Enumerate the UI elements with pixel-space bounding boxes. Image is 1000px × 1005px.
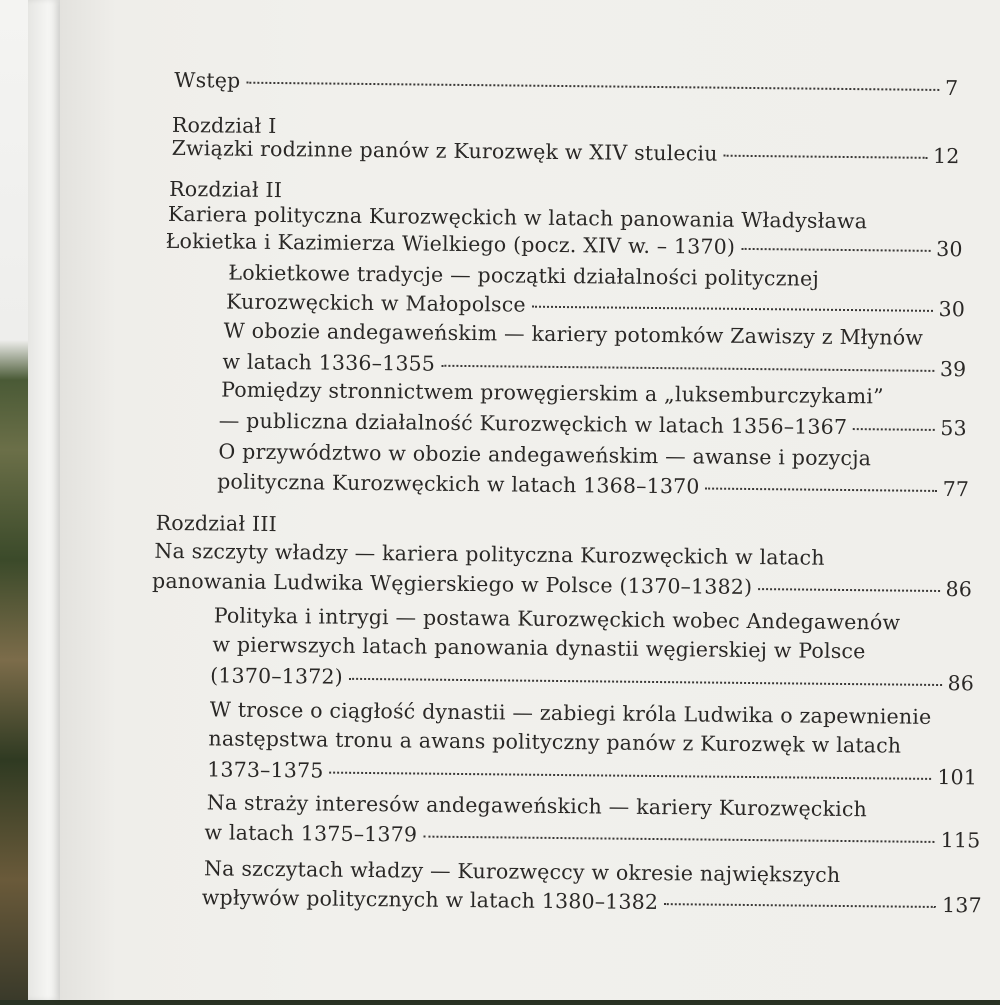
toc-entry-title: (1370–1372) (210, 663, 344, 689)
chapter-label: Rozdział III (155, 510, 277, 537)
toc-entry-title: wpływów politycznych w latach 1380–1382 (201, 885, 659, 915)
toc-entry-section (207, 757, 977, 789)
dot-leader (758, 588, 939, 592)
chapter-label: Rozdział II (169, 176, 283, 203)
dot-leader (664, 903, 936, 908)
dot-leader (741, 248, 930, 252)
dot-leader (441, 365, 934, 372)
section-title-line: następstwa tronu a awans polityczny panów z Kurozwęk w latach (208, 726, 902, 758)
page-number: 12 (932, 143, 960, 169)
section-title-line: Pomiędzy stronnictwem prowęgierskim a „luksemburczykami” (221, 377, 884, 409)
toc-entry-title: w latach 1375–1379 (204, 820, 418, 847)
toc-entry-title: w latach 1336–1355 (222, 349, 436, 376)
toc-entry-section (204, 820, 980, 852)
toc-entry-chapter-1 (172, 136, 960, 168)
page-number: 39 (939, 356, 967, 382)
page-number: 30 (936, 236, 963, 262)
dot-leader (724, 155, 927, 159)
toc-entry-section (226, 289, 965, 321)
section-title-line: W obozie andegaweńskim — kariery potomków Zawiszy z Młynów (223, 318, 924, 350)
toc-entry-title: panowania Ludwika Węgierskiego w Polsce (1370–1382) (152, 568, 753, 600)
page-number: 115 (940, 828, 981, 853)
toc-entry-title: polityczna Kurozwęckich w latach 1368–1370 (217, 469, 700, 499)
section-title-line: Łokietkowe tradycje — początki działalności politycznej (228, 260, 820, 291)
toc-entry-section (210, 663, 974, 695)
section-title-line: w pierwszych latach panowania dynastii węgierskiej w Polsce (212, 632, 866, 664)
dot-leader (853, 428, 934, 431)
toc-entry-title: 1373–1375 (207, 757, 324, 783)
toc-entry-section (217, 469, 969, 501)
page-number: 30 (938, 296, 966, 322)
page-number: 7 (944, 76, 959, 101)
toc-entry-title: — publiczna działalność Kurozwęckich w latach 1356–1367 (218, 408, 848, 440)
dot-leader (330, 772, 932, 780)
page-number: 101 (937, 764, 978, 790)
toc-entry-section (222, 349, 966, 381)
section-title-line: W trosce o ciągłość dynastii — zabiegi króla Ludwika o zapewnienie (209, 697, 932, 729)
toc-entry-title: Związki rodzinne panów z Kurozwęk w XIV stuleciu (171, 135, 718, 166)
toc-entry-section (202, 885, 982, 917)
page-number: 77 (942, 477, 970, 502)
toc-entry-title: Kurozwęckich w Małopolsce (225, 289, 526, 317)
section-title-line: Na straży interesów andegaweńskich — kariery Kurozwęckich (206, 790, 868, 822)
page-number: 53 (940, 415, 967, 441)
chapter-title-line: Kariera polityczna Kurozwęckich w latach panowania Władysława (167, 201, 868, 234)
toc-entry-title: Wstęp (174, 67, 241, 93)
chapter-label: Rozdział I (171, 112, 277, 139)
toc-entry-chapter-3 (152, 569, 972, 602)
page-number: 86 (947, 671, 975, 696)
toc-entry-chapter-2 (166, 229, 963, 261)
dot-leader (706, 488, 937, 492)
dot-leader (423, 836, 935, 843)
section-title-line: Na szczytach władzy — Kurozwęccy w okresie największych (203, 856, 841, 887)
chapter-title-line: Na szczyty władzy — kariera polityczna Kurozwęckich w latach (154, 538, 825, 570)
toc-entry-title: Łokietka i Kazimierza Wielkiego (pocz. XIV w. – 1370) (165, 228, 736, 259)
toc-entry-section (219, 408, 967, 440)
section-title-line: Polityka i intrygi — postawa Kurozwęckich wobec Andegawenów (213, 603, 901, 635)
page-number: 137 (941, 893, 982, 918)
dot-leader (349, 678, 942, 686)
toc-entry-wstep (174, 68, 958, 100)
dot-leader (246, 82, 939, 91)
dot-leader (532, 306, 933, 312)
section-title-line: O przywództwo w obozie andegaweńskim — awanse i pozycja (218, 439, 872, 471)
page-number: 86 (945, 577, 973, 602)
